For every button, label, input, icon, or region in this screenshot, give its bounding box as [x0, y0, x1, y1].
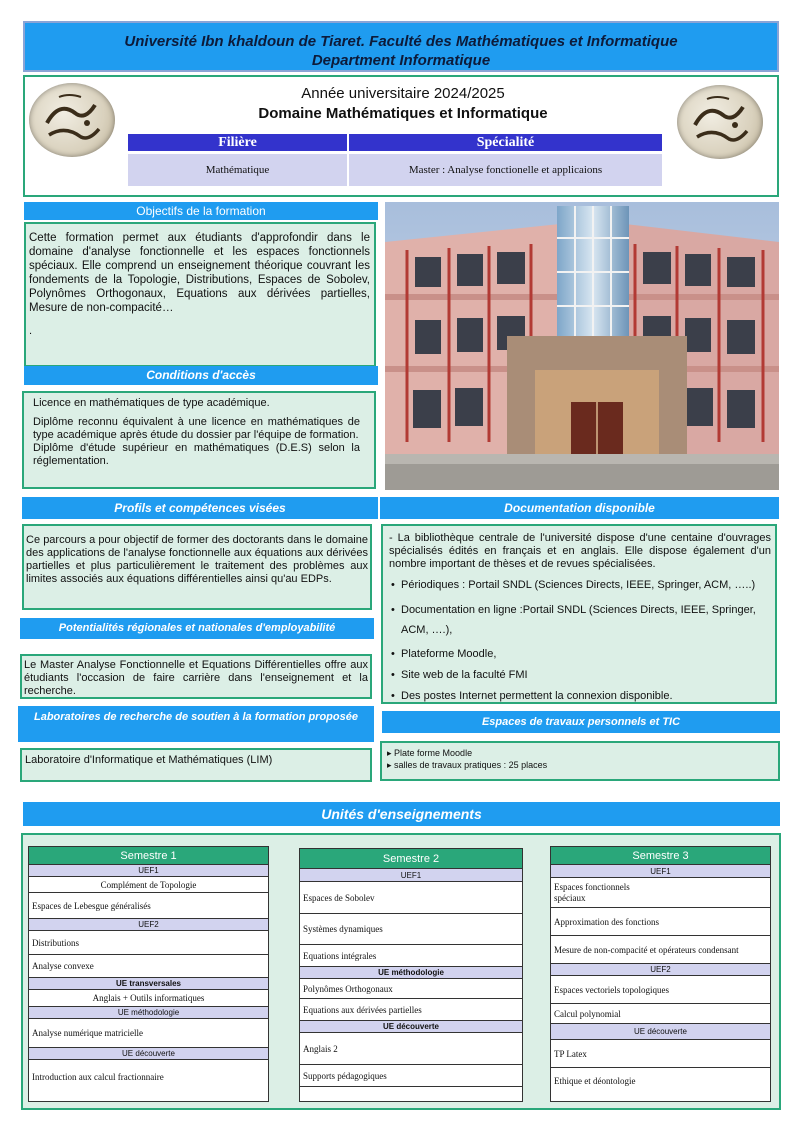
conditions-box — [22, 391, 376, 489]
condition-item-3: Diplôme d'étude supérieur en mathématiques (D.E.S) selon la réglementation. — [33, 442, 360, 467]
documentation-intro: - La bibliothèque centrale de l'université dispose d'une centaine d'ouvrages spécialisés édités en français et en anglais. Elle dispose également d'un nombre important de thèses et de revues spécialisées. — [389, 532, 771, 570]
objectifs-box — [24, 222, 376, 367]
course-item: Espaces de Sobolev — [300, 882, 522, 914]
course-item: Introduction aux calcul fractionnaire — [32, 1071, 164, 1082]
course-item: Supports pédagogiques — [300, 1065, 522, 1087]
course-item: Equations intégrales — [300, 945, 522, 967]
semestre-1-table — [28, 846, 269, 1102]
university-logo-right — [677, 85, 763, 159]
espaces-box — [380, 741, 780, 781]
ue-label: UEF2 — [29, 919, 268, 931]
condition-item-2: Diplôme reconnu équivalent à une licence en mathématiques de type académique après étude du dossier par l'équipe de formation. — [33, 416, 360, 441]
documentation-item-4: • Site web de la faculté FMI — [389, 669, 771, 682]
unites-box — [21, 833, 781, 1110]
conditions-title: Conditions d'accès — [24, 366, 378, 385]
ue-label: UE découverte — [551, 1024, 770, 1040]
ue-label: UE méthodologie — [300, 967, 522, 979]
specialite-value: Master : Analyse fonctionelle et applicaions — [349, 154, 662, 186]
academic-year: Année universitaire 2024/2025 — [301, 85, 505, 102]
unites-title: Unités d'enseignements — [23, 802, 780, 826]
documentation-box — [381, 524, 777, 704]
semestre-3-table — [550, 846, 771, 1102]
documentation-item-1: • Périodiques : Portail SNDL (Sciences Directs, IEEE, Springer, ACM, …..) — [389, 579, 771, 592]
faculty-building-photo — [385, 202, 779, 490]
objectifs-dot: . — [29, 325, 33, 337]
course-item: Mesure de non-compacité et opérateurs condensant — [551, 936, 770, 964]
ue-label: UE transversales — [29, 978, 268, 990]
espaces-title: Espaces de travaux personnels et TIC — [382, 711, 780, 733]
objectifs-text: Cette formation permet aux étudiants d'approfondir dans le domaine d'analyse fonctionnelle et les espaces fonctionnels spéciaux. Elle comprend un enseignement théorique couvrant les fondements de la Topologie, Distributions, Espaces de Sobolev, Polynômes Orthogonaux, Equations aux dérivées partielles, Mesure de non-compacité… — [29, 232, 370, 314]
laboratoires-title: Laboratoires de recherche de soutien à la formation proposée — [18, 706, 374, 742]
semestre-2-table — [299, 848, 523, 1102]
ue-label: UE méthodologie — [29, 1007, 268, 1019]
filiere-value: Mathématique — [128, 154, 347, 186]
course-item: Anglais + Outils informatiques — [29, 990, 268, 1007]
potentialites-text: Le Master Analyse Fonctionnelle et Equations Différentielles offre aux étudiants l'occasion de faire carrière dans l'enseignement et la recherche. — [24, 659, 368, 697]
profils-text: Ce parcours a pour objectif de former des doctorants dans le domaine des applications de l'analyse fonctionnelle aux équations aux dérivées partielles et plus particulièrement le traitement des problèmes aux limites associés aux équations différentielles ainsi qu'au EDPs. — [26, 534, 368, 585]
espaces-item-1: ▸ Plate forme Moodle — [387, 748, 473, 758]
condition-item-1: Licence en mathématiques de type académique. — [33, 397, 270, 409]
header-line-2: Department Informatique — [311, 52, 491, 69]
documentation-item-5: • Des postes Internet permettent la connexion disponible. — [389, 690, 771, 703]
espaces-item-2: ▸ salles de travaux pratiques : 25 places — [387, 760, 548, 770]
course-item: Complément de Topologie — [29, 877, 268, 893]
filiere-header: Filière — [128, 134, 347, 151]
domain-title: Domaine Mathématiques et Informatique — [258, 105, 548, 122]
course-item: Anglais 2 — [300, 1033, 522, 1065]
ue-label: UE découverte — [29, 1048, 268, 1060]
course-item: Systèmes dynamiques — [300, 914, 522, 945]
documentation-item-2: • Documentation en ligne :Portail SNDL (Sciences Directs, IEEE, Springer, ACM, ….), — [389, 600, 771, 640]
course-item: Equations aux dérivées partielles — [300, 999, 522, 1021]
title-box — [23, 75, 779, 197]
course-item: Analyse numérique matricielle — [29, 1019, 268, 1048]
profils-title: Profils et compétences visées — [22, 497, 378, 519]
semestre-2-title: Semestre 2 — [300, 849, 522, 869]
laboratoires-box — [20, 748, 372, 782]
potentialites-title: Potentialités régionales et nationales d'employabilité — [20, 618, 374, 639]
course-item: Espaces fonctionnels spéciaux — [551, 878, 770, 908]
profils-box — [22, 524, 372, 610]
documentation-item-3: • Plateforme Moodle, — [389, 648, 771, 661]
calligraphy-logo-icon — [29, 83, 115, 157]
semestre-3-title: Semestre 3 — [551, 847, 770, 865]
semestre-1-title: Semestre 1 — [29, 847, 268, 865]
header-line-1: Université Ibn khaldoun de Tiaret. Faculté des Mathématiques et Informatique — [124, 33, 678, 50]
specialite-header: Spécialité — [349, 134, 662, 151]
university-logo-left — [29, 83, 115, 157]
calligraphy-logo-icon — [677, 85, 763, 159]
course-item: Calcul polynomial — [551, 1004, 770, 1024]
course-item: Distributions — [29, 931, 268, 955]
ue-label: UEF1 — [29, 865, 268, 877]
ue-label: UEF1 — [300, 869, 522, 882]
course-item: Approximation des fonctions — [551, 908, 770, 936]
ue-label: UE découverte — [300, 1021, 522, 1033]
course-item: Polynômes Orthogonaux — [300, 979, 522, 999]
course-item: TP Latex — [551, 1040, 770, 1068]
documentation-title: Documentation disponible — [380, 497, 779, 519]
ue-label: UEF2 — [551, 964, 770, 976]
building-icon — [385, 202, 779, 490]
course-item: Ethique et déontologie — [554, 1076, 636, 1086]
course-item: Espaces de Lebesgue généralisés — [29, 893, 268, 919]
course-item: Analyse convexe — [29, 955, 268, 978]
course-item: Espaces vectoriels topologiques — [551, 976, 770, 1004]
ue-label: UEF1 — [551, 865, 770, 878]
laboratoires-text: Laboratoire d'Informatique et Mathématiques (LIM) — [25, 754, 273, 766]
university-header — [23, 21, 779, 72]
objectifs-title: Objectifs de la formation — [24, 202, 378, 220]
potentialites-box — [20, 654, 372, 699]
